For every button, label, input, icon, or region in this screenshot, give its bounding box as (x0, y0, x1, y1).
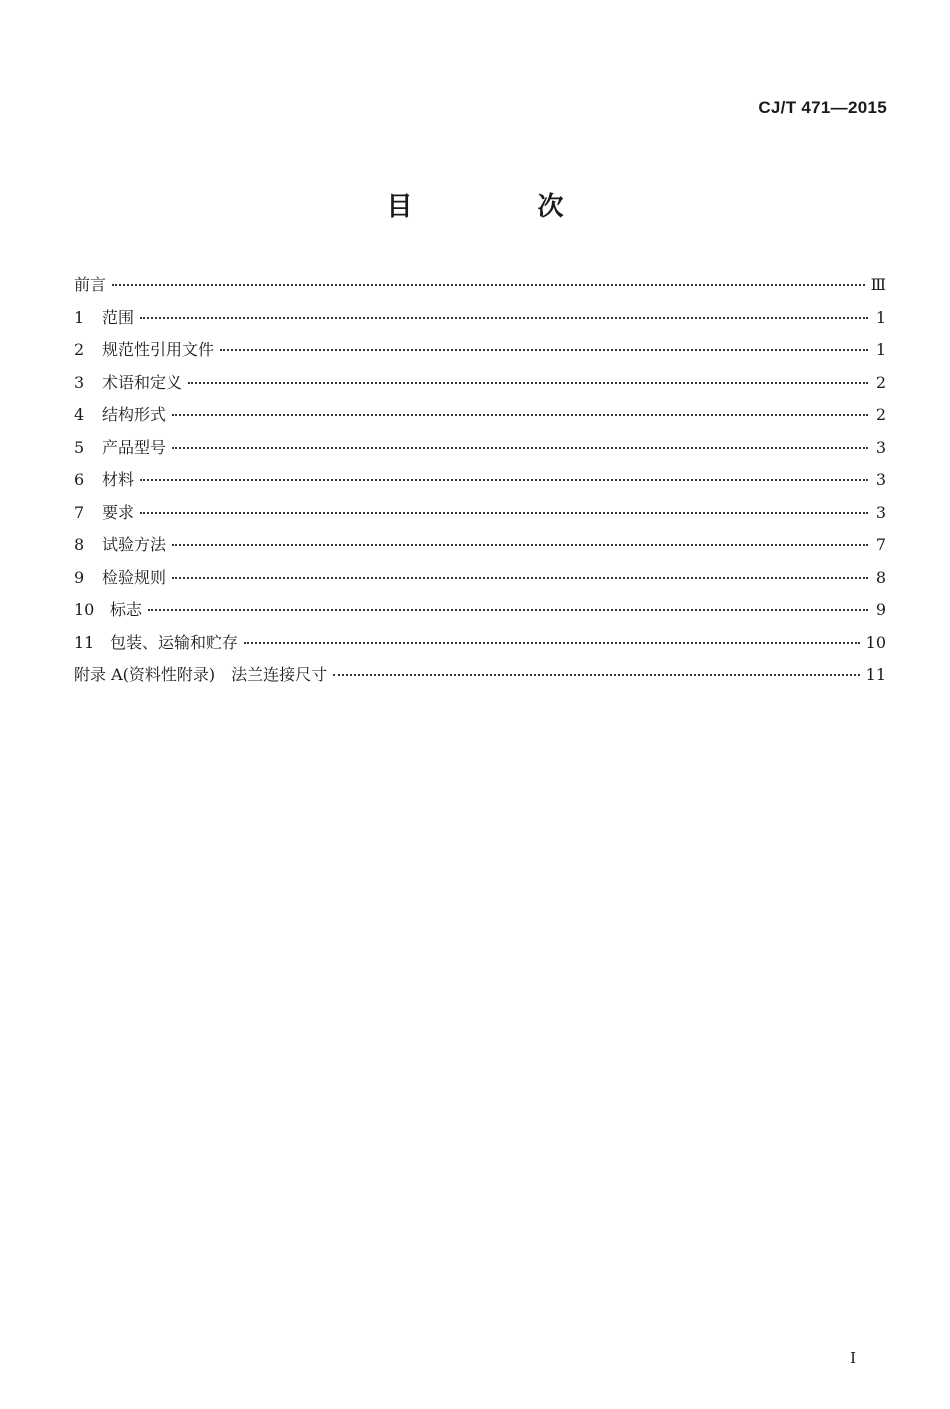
toc-entry-label: 附录 A(资料性附录) 法兰连接尺寸 (74, 665, 328, 684)
toc-entry-3[interactable] (74, 370, 886, 403)
page-number: I (850, 1349, 856, 1367)
toc-entry-number: 3 (74, 372, 85, 392)
toc-entry-5[interactable] (74, 435, 886, 468)
toc-entry-number: 5 (74, 437, 85, 457)
toc-entry-label: 范围 (102, 307, 135, 327)
dot-leader (140, 317, 868, 319)
dot-leader (172, 447, 868, 449)
toc-entry-appendix-a[interactable] (74, 662, 886, 695)
toc-entry-page: 3 (875, 502, 886, 522)
dot-leader (220, 349, 868, 351)
standard-code: CJ/T 471—2015 (758, 98, 887, 117)
toc-entry-2[interactable] (74, 337, 886, 370)
toc-entry-1[interactable] (74, 305, 886, 338)
toc-entry-page: 10 (865, 632, 886, 652)
toc-entry-label: 产品型号 (102, 437, 167, 457)
toc-entry-label: 术语和定义 (102, 372, 183, 392)
toc-entry-number: 10 (74, 600, 95, 619)
dot-leader (244, 642, 860, 644)
toc-entry-page: 7 (875, 535, 886, 554)
dot-leader (172, 544, 868, 546)
toc-entry-page: 9 (875, 600, 886, 619)
toc-entry-page: 3 (875, 437, 886, 457)
toc-entry-number: 7 (74, 502, 85, 522)
toc-entry-page: Ⅲ (870, 275, 886, 294)
toc-entry-8[interactable] (74, 532, 886, 565)
toc-entry-number: 6 (74, 470, 85, 489)
toc-entry-page: 8 (875, 567, 886, 587)
dot-leader (333, 674, 860, 676)
toc-entry-label: 结构形式 (102, 405, 167, 424)
toc-entry-label: 检验规则 (102, 567, 167, 587)
toc-entry-label: 标志 (110, 600, 143, 619)
dot-leader (112, 284, 865, 286)
dot-leader (140, 512, 868, 514)
dot-leader (172, 414, 868, 416)
toc-entry-number: 1 (74, 307, 85, 327)
table-of-contents (74, 272, 886, 695)
toc-entry-label: 规范性引用文件 (102, 340, 215, 359)
dot-leader (140, 479, 868, 481)
toc-entry-number: 2 (74, 340, 85, 359)
toc-entry-label: 前言 (74, 275, 107, 294)
dot-leader (188, 382, 868, 384)
toc-entry-page: 2 (875, 405, 886, 424)
dot-leader (148, 609, 868, 611)
toc-entry-number: 8 (74, 535, 85, 554)
toc-entry-foreword[interactable] (74, 272, 886, 305)
toc-entry-label: 包装、运输和贮存 (110, 632, 239, 652)
toc-entry-number: 11 (74, 632, 95, 652)
toc-entry-10[interactable] (74, 597, 886, 630)
toc-entry-number: 9 (74, 567, 85, 587)
toc-entry-11[interactable] (74, 630, 886, 663)
toc-entry-page: 3 (875, 470, 886, 489)
toc-entry-label: 材料 (102, 470, 135, 489)
toc-entry-number: 4 (74, 405, 85, 424)
toc-entry-page: 1 (875, 340, 886, 359)
toc-entry-7[interactable] (74, 500, 886, 533)
toc-entry-9[interactable] (74, 565, 886, 598)
dot-leader (172, 577, 868, 579)
toc-entry-page: 1 (875, 307, 886, 327)
toc-title: 目 次 (386, 192, 622, 222)
toc-entry-label: 试验方法 (102, 535, 167, 554)
toc-entry-4[interactable] (74, 402, 886, 435)
toc-entry-page: 11 (865, 665, 886, 684)
toc-entry-6[interactable] (74, 467, 886, 500)
toc-entry-label: 要求 (102, 502, 135, 522)
toc-entry-page: 2 (875, 372, 886, 392)
